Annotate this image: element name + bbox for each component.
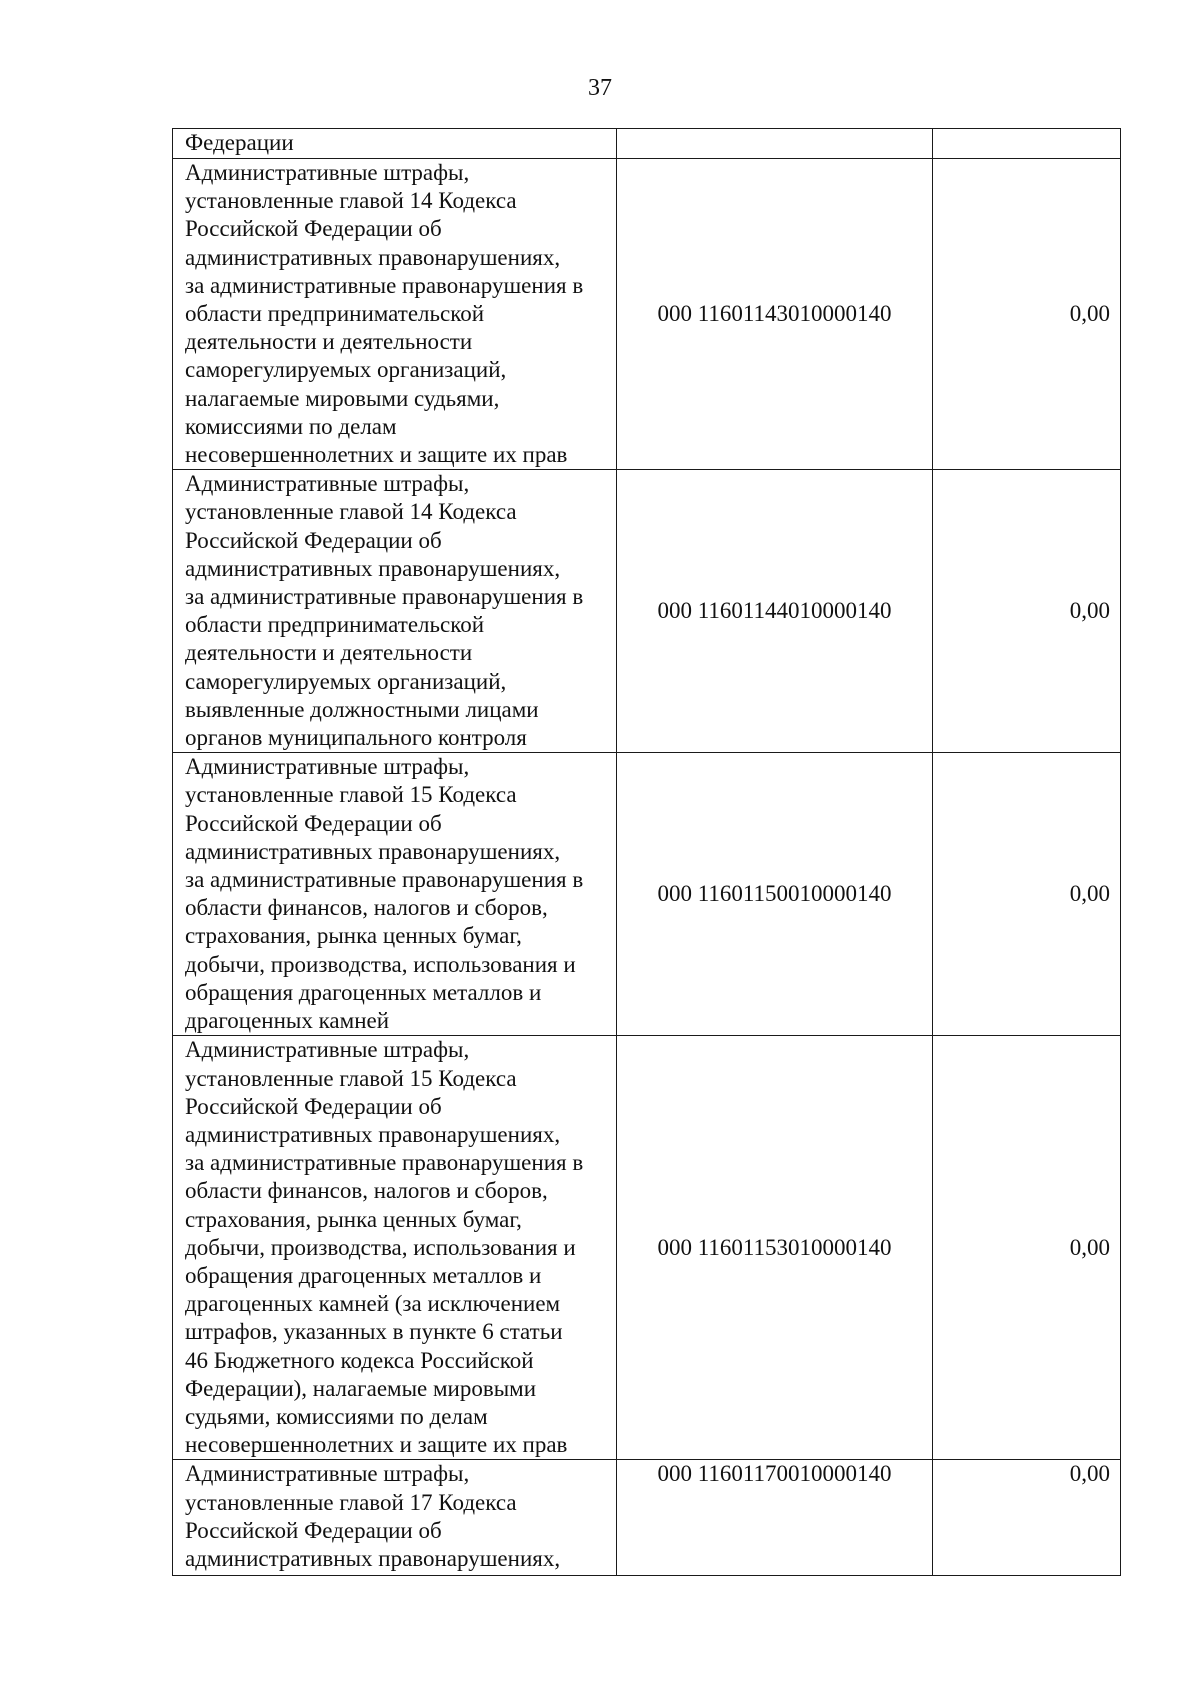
budget-code-cell: [617, 129, 933, 159]
revenue-name-cell: Административные штрафы, установленные главой 15 Кодекса Российской Федерации об административных правонарушениях, за административные правонарушения в области финансов, налогов и сборов, страхования, рынка ценных бумаг, добычи, производства, использования и обращения драгоценных металлов и драгоценных камней: [173, 753, 617, 1036]
table-row: [173, 129, 1121, 159]
amount-cell: 0,00: [933, 1036, 1121, 1460]
amount-cell: [933, 129, 1121, 159]
revenue-name-cell: Административные штрафы, установленные главой 14 Кодекса Российской Федерации об административных правонарушениях, за административные правонарушения в области предпринимательской деятельности и деятельности саморегулируемых организаций, выявленные должностными лицами органов муниципального контроля: [173, 470, 617, 753]
revenue-name-cell: Административные штрафы, установленные главой 14 Кодекса Российской Федерации об административных правонарушениях, за административные правонарушения в области предпринимательской деятельности и деятельности саморегулируемых организаций, налагаемые мировыми судьями, комиссиями по делам несовершеннолетних и защите их прав: [173, 159, 617, 470]
budget-code-cell: 000 11601150010000140: [617, 753, 933, 1036]
revenue-name-cell: Федерации: [173, 129, 617, 159]
amount-cell: 0,00: [933, 1460, 1121, 1576]
table-row: [173, 159, 1121, 470]
budget-code-cell: 000 11601143010000140: [617, 159, 933, 470]
revenue-name-cell: Административные штрафы, установленные главой 15 Кодекса Российской Федерации об административных правонарушениях, за административные правонарушения в области финансов, налогов и сборов, страхования, рынка ценных бумаг, добычи, производства, использования и обращения драгоценных металлов и драгоценных камней (за исключением штрафов, указанных в пункте 6 статьи 46 Бюджетного кодекса Российской Федерации), налагаемые мировыми судьями, комиссиями по делам несовершеннолетних и защите их прав: [173, 1036, 617, 1460]
budget-code-cell: 000 11601144010000140: [617, 470, 933, 753]
table-row: [173, 470, 1121, 753]
page-number: 37: [588, 75, 612, 101]
amount-cell: 0,00: [933, 753, 1121, 1036]
revenue-name-cell: Административные штрафы, установленные главой 17 Кодекса Российской Федерации об административных правонарушениях,: [173, 1460, 617, 1576]
table-row: [173, 1460, 1121, 1576]
table-row: [173, 753, 1121, 1036]
budget-revenue-table: [172, 128, 1121, 1576]
amount-cell: 0,00: [933, 470, 1121, 753]
table-row: [173, 1036, 1121, 1460]
budget-code-cell: 000 11601153010000140: [617, 1036, 933, 1460]
budget-code-cell: 000 11601170010000140: [617, 1460, 933, 1576]
amount-cell: 0,00: [933, 159, 1121, 470]
